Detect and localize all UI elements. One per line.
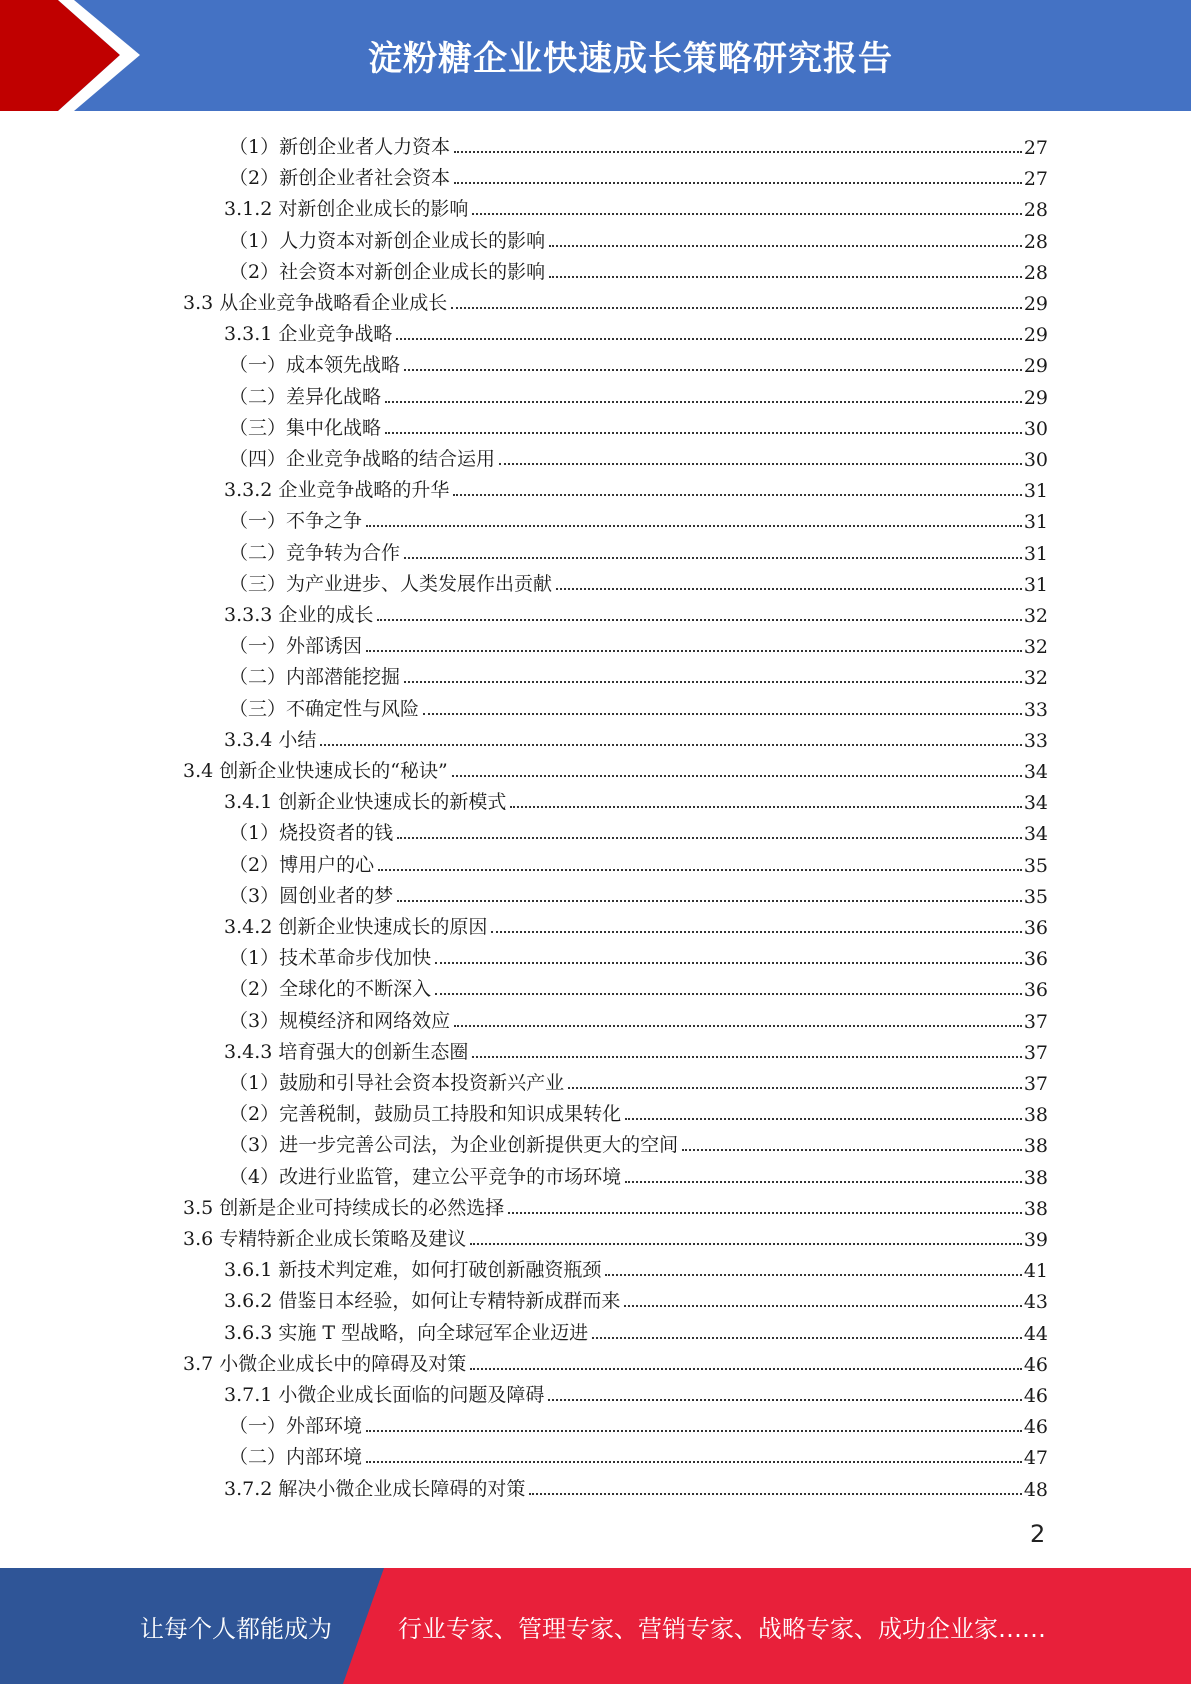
toc-entry-page: 27 <box>1023 137 1048 159</box>
toc-entry[interactable] <box>224 783 1048 814</box>
toc-entry-label: （3）进一步完善公司法，为企业创新提供更大的空间 <box>229 1134 679 1157</box>
toc-entry-label: （四）企业竞争战略的结合运用 <box>229 448 496 470</box>
toc-entry[interactable] <box>229 970 1048 1001</box>
toc-entry-page: 34 <box>1023 823 1048 846</box>
toc-dot-leader <box>605 1274 1021 1276</box>
toc-entry[interactable] <box>224 1314 1048 1345</box>
toc-entry[interactable] <box>183 284 1048 315</box>
toc-entry-page: 34 <box>1023 761 1048 783</box>
toc-entry-page: 30 <box>1023 417 1048 440</box>
toc-dot-leader <box>491 931 1021 933</box>
toc-entry[interactable] <box>224 190 1048 221</box>
toc-entry-page: 36 <box>1023 948 1048 971</box>
toc-entry-label: 3.6 专精特新企业成长策略及建议 <box>183 1228 467 1250</box>
toc-dot-leader <box>568 1087 1022 1089</box>
toc-entry-page: 35 <box>1023 854 1048 877</box>
toc-entry[interactable] <box>229 846 1048 877</box>
toc-entry-page: 28 <box>1023 230 1048 253</box>
toc-entry-page: 28 <box>1023 199 1048 222</box>
toc-entry-label: （一）不争之争 <box>229 510 363 533</box>
toc-entry-page: 33 <box>1023 729 1048 752</box>
toc-entry[interactable] <box>229 378 1048 409</box>
toc-entry-label: （三）集中化战略 <box>229 416 382 439</box>
toc-entry[interactable] <box>229 222 1048 253</box>
toc-dot-leader <box>423 713 1022 715</box>
toc-entry-label: 3.3.3 企业的成长 <box>224 604 374 626</box>
toc-dot-leader <box>451 307 1022 309</box>
toc-entry-page: 36 <box>1023 917 1048 939</box>
toc-entry-page: 39 <box>1023 1229 1048 1251</box>
toc-dot-leader <box>472 1056 1021 1058</box>
toc-dot-leader <box>470 1243 1022 1245</box>
toc-entry-page: 32 <box>1023 605 1048 627</box>
toc-entry-page: 31 <box>1023 573 1048 596</box>
toc-entry-label: 3.4 创新企业快速成长的“秘诀” <box>183 760 448 782</box>
toc-dot-leader <box>682 1149 1022 1151</box>
toc-entry-page: 33 <box>1023 698 1048 721</box>
toc-entry-page: 29 <box>1023 324 1048 347</box>
toc-dot-leader <box>320 744 1021 746</box>
footer-slogan-right: 行业专家、管理专家、营销专家、战略专家、成功企业家…… <box>398 1614 1046 1643</box>
toc-entry-page: 46 <box>1023 1416 1048 1439</box>
toc-entry[interactable] <box>229 1064 1048 1095</box>
toc-entry-label: （2）新创企业者社会资本 <box>229 167 451 190</box>
toc-entry[interactable] <box>229 565 1048 596</box>
toc-dot-leader <box>508 1212 1022 1214</box>
toc-entry-label: （1）新创企业者人力资本 <box>229 136 451 158</box>
toc-entry-page: 46 <box>1023 1385 1048 1407</box>
toc-entry[interactable] <box>224 315 1048 346</box>
toc-entry-label: （3）圆创业者的梦 <box>229 884 394 907</box>
toc-entry[interactable] <box>229 1438 1048 1469</box>
toc-entry[interactable] <box>229 346 1048 377</box>
toc-entry-page: 36 <box>1023 979 1048 1002</box>
toc-entry-page: 32 <box>1023 667 1048 690</box>
toc-entry-label: 3.3.1 企业竞争战略 <box>224 323 393 346</box>
toc-entry[interactable] <box>229 159 1048 190</box>
toc-dot-leader <box>404 369 1022 371</box>
toc-entry[interactable] <box>229 409 1048 440</box>
toc-entry[interactable] <box>229 1126 1048 1157</box>
toc-entry[interactable] <box>224 1376 1048 1407</box>
toc-dot-leader <box>377 619 1021 621</box>
toc-entry-page: 31 <box>1023 511 1048 534</box>
toc-entry-label: （1）人力资本对新创企业成长的影响 <box>229 229 546 252</box>
toc-entry-label: （二）差异化战略 <box>229 385 382 408</box>
toc-entry-page: 38 <box>1023 1135 1048 1158</box>
toc-entry-label: 3.3.2 企业竞争战略的升华 <box>224 479 450 502</box>
toc-entry[interactable] <box>183 1220 1048 1251</box>
toc-entry[interactable] <box>224 596 1048 627</box>
toc-entry-label: 3.6.1 新技术判定难，如何打破创新融资瓶颈 <box>224 1259 602 1282</box>
toc-entry-label: （三）为产业进步、人类发展作出贡献 <box>229 572 553 595</box>
toc-entry-label: （二）竞争转为合作 <box>229 541 401 564</box>
toc-entry-label: 3.7 小微企业成长中的障碍及对策 <box>183 1352 467 1375</box>
toc-entry-label: （一）外部诱因 <box>229 635 363 658</box>
toc-dot-leader <box>452 775 1022 777</box>
toc-entry-label: 3.7.1 小微企业成长面临的问题及障碍 <box>224 1384 545 1406</box>
toc-entry[interactable] <box>224 1033 1048 1064</box>
toc-entry-label: （1）技术革命步伐加快 <box>229 947 432 970</box>
toc-entry[interactable] <box>224 1251 1048 1282</box>
toc-entry[interactable] <box>229 658 1048 689</box>
toc-entry-page: 29 <box>1023 293 1048 315</box>
toc-entry-label: 3.4.2 创新企业快速成长的原因 <box>224 916 488 938</box>
toc-dot-leader <box>556 588 1022 590</box>
toc-entry-label: 3.6.3 实施 T 型战略，向全球冠军企业迈进 <box>224 1321 589 1344</box>
toc-dot-leader <box>510 806 1021 808</box>
toc-entry-page: 28 <box>1023 261 1048 284</box>
toc-entry-page: 47 <box>1023 1447 1048 1470</box>
toc-entry-page: 27 <box>1023 168 1048 191</box>
toc-dot-leader <box>549 276 1022 278</box>
toc-entry-label: （2）社会资本对新创企业成长的影响 <box>229 260 546 283</box>
toc-dot-leader <box>454 151 1022 153</box>
toc-entry-page: 30 <box>1023 449 1048 471</box>
toc-entry-page: 35 <box>1023 885 1048 908</box>
toc-dot-leader <box>625 1181 1022 1183</box>
toc-entry[interactable] <box>224 471 1048 502</box>
toc-entry-page: 31 <box>1023 480 1048 503</box>
toc-entry-label: （三）不确定性与风险 <box>229 697 420 720</box>
toc-entry[interactable] <box>229 534 1048 565</box>
page-header <box>0 0 1191 111</box>
toc-dot-leader <box>385 401 1022 403</box>
toc-dot-leader <box>404 557 1022 559</box>
toc-entry[interactable] <box>229 502 1048 533</box>
toc-dot-leader <box>499 463 1022 465</box>
toc-dot-leader <box>454 1025 1022 1027</box>
toc-entry[interactable] <box>224 1470 1048 1501</box>
toc-entry[interactable] <box>229 690 1048 721</box>
toc-entry-label: （3）规模经济和网络效应 <box>229 1009 451 1032</box>
toc-entry-page: 37 <box>1023 1073 1048 1095</box>
toc-entry-page: 44 <box>1023 1322 1048 1345</box>
toc-entry-label: （1）鼓励和引导社会资本投资新兴产业 <box>229 1072 565 1094</box>
toc-entry[interactable] <box>229 1158 1048 1189</box>
toc-entry-page: 29 <box>1023 386 1048 409</box>
toc-entry-label: 3.5 创新是企业可持续成长的必然选择 <box>183 1196 505 1219</box>
toc-entry-page: 32 <box>1023 636 1048 659</box>
toc-dot-leader <box>366 525 1022 527</box>
page-footer <box>0 1568 1191 1684</box>
toc-entry-page: 29 <box>1023 355 1048 378</box>
toc-entry-label: （二）内部潜能挖掘 <box>229 666 401 689</box>
toc-dot-leader <box>453 494 1021 496</box>
page-title: 淀粉糖企业快速成长策略研究报告 <box>368 39 893 79</box>
footer-slogan-left: 让每个人都能成为 <box>140 1614 332 1643</box>
toc-entry-label: 3.4.1 创新企业快速成长的新模式 <box>224 791 507 814</box>
toc-entry[interactable] <box>229 627 1048 658</box>
toc-dot-leader <box>592 1337 1022 1339</box>
toc-dot-leader <box>435 993 1022 995</box>
toc-dot-leader <box>397 837 1022 839</box>
toc-entry-label: 3.4.3 培育强大的创新生态圈 <box>224 1040 469 1063</box>
toc-entry-page: 31 <box>1023 542 1048 565</box>
toc-entry[interactable] <box>229 128 1048 159</box>
toc-entry-page: 38 <box>1023 1197 1048 1220</box>
toc-dot-leader <box>385 432 1022 434</box>
toc-dot-leader <box>529 1493 1021 1495</box>
toc-entry[interactable] <box>229 1407 1048 1438</box>
toc-dot-leader <box>396 338 1021 340</box>
toc-entry[interactable] <box>229 814 1048 845</box>
toc-entry[interactable] <box>229 939 1048 970</box>
toc-entry[interactable] <box>229 1002 1048 1033</box>
toc-entry-label: （2）全球化的不断深入 <box>229 978 432 1001</box>
toc-entry-label: （4）改进行业监管，建立公平竞争的市场环境 <box>229 1165 622 1188</box>
toc-dot-leader <box>454 182 1022 184</box>
toc-entry[interactable] <box>183 1189 1048 1220</box>
toc-dot-leader <box>366 1461 1022 1463</box>
toc-entry-label: 3.3.4 小结 <box>224 728 317 751</box>
toc-dot-leader <box>404 681 1022 683</box>
toc-entry-label: （一）外部环境 <box>229 1415 363 1438</box>
toc-dot-leader <box>378 869 1022 871</box>
toc-entry-label: （2）博用户的心 <box>229 853 375 876</box>
toc-dot-leader <box>366 1430 1022 1432</box>
toc-entry[interactable] <box>229 253 1048 284</box>
toc-entry[interactable] <box>229 1095 1048 1126</box>
toc-entry[interactable] <box>224 721 1048 752</box>
toc-entry[interactable] <box>229 877 1048 908</box>
toc-dot-leader <box>397 900 1022 902</box>
toc-entry[interactable] <box>183 1345 1048 1376</box>
toc-entry-label: （一）成本领先战略 <box>229 354 401 377</box>
toc-entry-label: 3.7.2 解决小微企业成长障碍的对策 <box>224 1477 526 1500</box>
toc-dot-leader <box>472 213 1021 215</box>
toc-entry-label: 3.3 从企业竞争战略看企业成长 <box>183 292 448 314</box>
toc-entry-page: 43 <box>1023 1291 1048 1314</box>
toc-entry[interactable] <box>229 440 1048 471</box>
toc-entry-page: 38 <box>1023 1104 1048 1127</box>
toc-dot-leader <box>435 962 1022 964</box>
toc-entry[interactable] <box>224 908 1048 939</box>
toc-dot-leader <box>470 1368 1022 1370</box>
toc-entry-label: （二）内部环境 <box>229 1446 363 1469</box>
toc-entry-page: 41 <box>1023 1260 1048 1283</box>
toc-entry-label: 3.6.2 借鉴日本经验，如何让专精特新成群而来 <box>224 1290 621 1313</box>
toc-entry-page: 46 <box>1023 1353 1048 1376</box>
toc-entry[interactable] <box>183 752 1048 783</box>
toc-dot-leader <box>366 650 1022 652</box>
toc-dot-leader <box>549 245 1022 247</box>
toc-dot-leader <box>624 1305 1021 1307</box>
toc-entry-label: 3.1.2 对新创企业成长的影响 <box>224 198 469 221</box>
toc-entry-label: （2）完善税制，鼓励员工持股和知识成果转化 <box>229 1103 622 1126</box>
toc-entry[interactable] <box>224 1282 1048 1313</box>
toc-dot-leader <box>625 1118 1022 1120</box>
toc-entry-page: 48 <box>1023 1478 1048 1501</box>
toc-entry-page: 37 <box>1023 1041 1048 1064</box>
header-arrow-decoration <box>0 0 150 111</box>
toc-dot-leader <box>548 1399 1021 1401</box>
page-number: 2 <box>1030 1520 1046 1548</box>
toc-entry-page: 34 <box>1023 792 1048 815</box>
toc-entry-label: （1）烧投资者的钱 <box>229 822 394 845</box>
toc-entry-page: 37 <box>1023 1010 1048 1033</box>
toc-entry-page: 38 <box>1023 1166 1048 1189</box>
